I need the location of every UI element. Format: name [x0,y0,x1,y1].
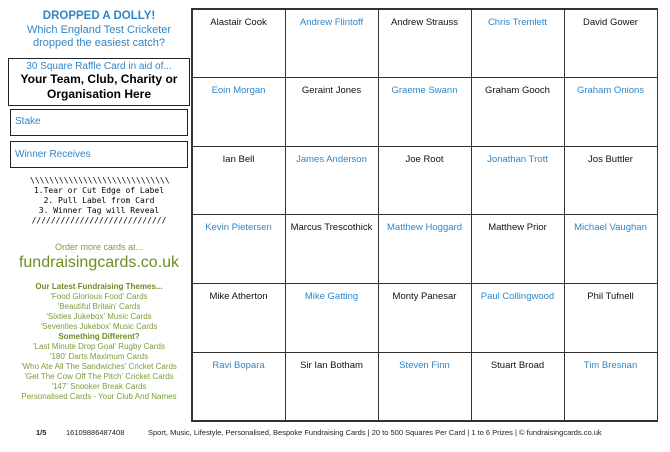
grid-square[interactable]: Joe Root [378,146,472,216]
grid-square[interactable]: Andrew Flintoff [285,9,379,79]
card-title: DROPPED A DOLLY! [42,10,156,22]
grid-square[interactable]: Marcus Trescothick [285,214,379,284]
grid-square[interactable]: Matthew Hoggard [378,214,472,284]
grid-square[interactable]: Jonathan Trott [471,146,565,216]
grid-square[interactable]: Steven Finn [378,352,472,422]
grid-square[interactable]: Graham Onions [564,77,658,147]
grid-square[interactable]: Chris Tremlett [471,9,565,79]
grid-square[interactable]: Paul Collingwood [471,283,565,353]
card-subtitle: Which England Test Cricketer dropped the easiest catch? [26,24,172,49]
tag-line: \\\\\\\\\\\\\\\\\\\\\\\\\\\\\ [30,176,170,185]
grid-square[interactable]: Matthew Prior [471,214,565,284]
grid-square[interactable]: Sir Ian Botham [285,352,379,422]
theme-item: '147' Snooker Break Cards [51,382,147,391]
organisation-name: Your Team, Club, Charity or Organisation Here [20,72,178,101]
theme-item: 'Seventies Jukebox' Music Cards [40,322,158,331]
grid-square[interactable]: James Anderson [285,146,379,216]
winner-tag[interactable] [30,174,168,228]
stake-label: Stake [15,116,41,127]
grid-square[interactable]: Mike Gatting [285,283,379,353]
theme-item: 'Last Minute Drop Goal' Rugby Cards [32,342,165,351]
grid-square[interactable]: Eoin Morgan [192,77,286,147]
theme-item: Personalised Cards - Your Club And Names [21,392,177,401]
card-code: 16109886487408 [66,428,125,437]
grid-square[interactable]: Phil Tufnell [564,283,658,353]
raffle-grid [191,8,658,422]
winner-box [10,141,188,168]
grid-square[interactable]: Geraint Jones [285,77,379,147]
grid-square[interactable]: Ian Bell [192,146,286,216]
grid-square[interactable]: Michael Vaughan [564,214,658,284]
theme-item: 'Get The Cow Off The Pitch' Cricket Cards [24,372,174,381]
grid-square[interactable]: Tim Bresnan [564,352,658,422]
stake-box [10,109,188,136]
footer-description: Sport, Music, Lifestyle, Personalised, Bespoke Fundraising Cards | 20 to 500 Squares Per Card | 1 to 6 Prizes | © fundraisingcards.co.uk [148,428,602,437]
raffle-info-box [8,58,190,106]
grid-square[interactable]: Graham Gooch [471,77,565,147]
tag-line: //////////////////////////// [31,216,167,225]
themes-list [8,282,190,402]
tag-line: 2. Pull Label from Card [43,196,155,205]
left-panel [8,8,190,402]
theme-item: 'Food Glorious Food' Cards [50,292,148,301]
grid-square[interactable]: Mike Atherton [192,283,286,353]
grid-square[interactable]: Stuart Broad [471,352,565,422]
grid-square[interactable]: Alastair Cook [192,9,286,79]
raffle-small-text: 30 Square Raffle Card in aid of... [26,61,172,72]
grid-square[interactable]: Monty Panesar [378,283,472,353]
theme-item: 'Sixties Jukebox' Music Cards [46,312,152,321]
tag-line: 1.Tear or Cut Edge of Label [33,186,165,195]
theme-item: 'Beautiful Britain' Cards [57,302,141,311]
website-link[interactable]: fundraisingcards.co.uk [18,254,180,271]
grid-square[interactable]: Graeme Swann [378,77,472,147]
grid-square[interactable]: Jos Buttler [564,146,658,216]
order-more-text: Order more cards at... [54,242,144,252]
different-header: Something Different? [58,332,140,341]
theme-item: '180' Darts Maximum Cards [49,352,149,361]
winner-label: Winner Receives [15,149,91,160]
grid-square[interactable]: Andrew Strauss [378,9,472,79]
grid-square[interactable]: Ravi Bopara [192,352,286,422]
themes-header: Our Latest Fundraising Themes... [35,282,163,291]
page-number: 1/5 [36,428,47,437]
theme-item: 'Who Ate All The Sandwiches' Cricket Cards [21,362,177,371]
grid-square[interactable]: David Gower [564,9,658,79]
tag-line: 3. Winner Tag will Reveal [38,206,160,215]
grid-square[interactable]: Kevin Pietersen [192,214,286,284]
